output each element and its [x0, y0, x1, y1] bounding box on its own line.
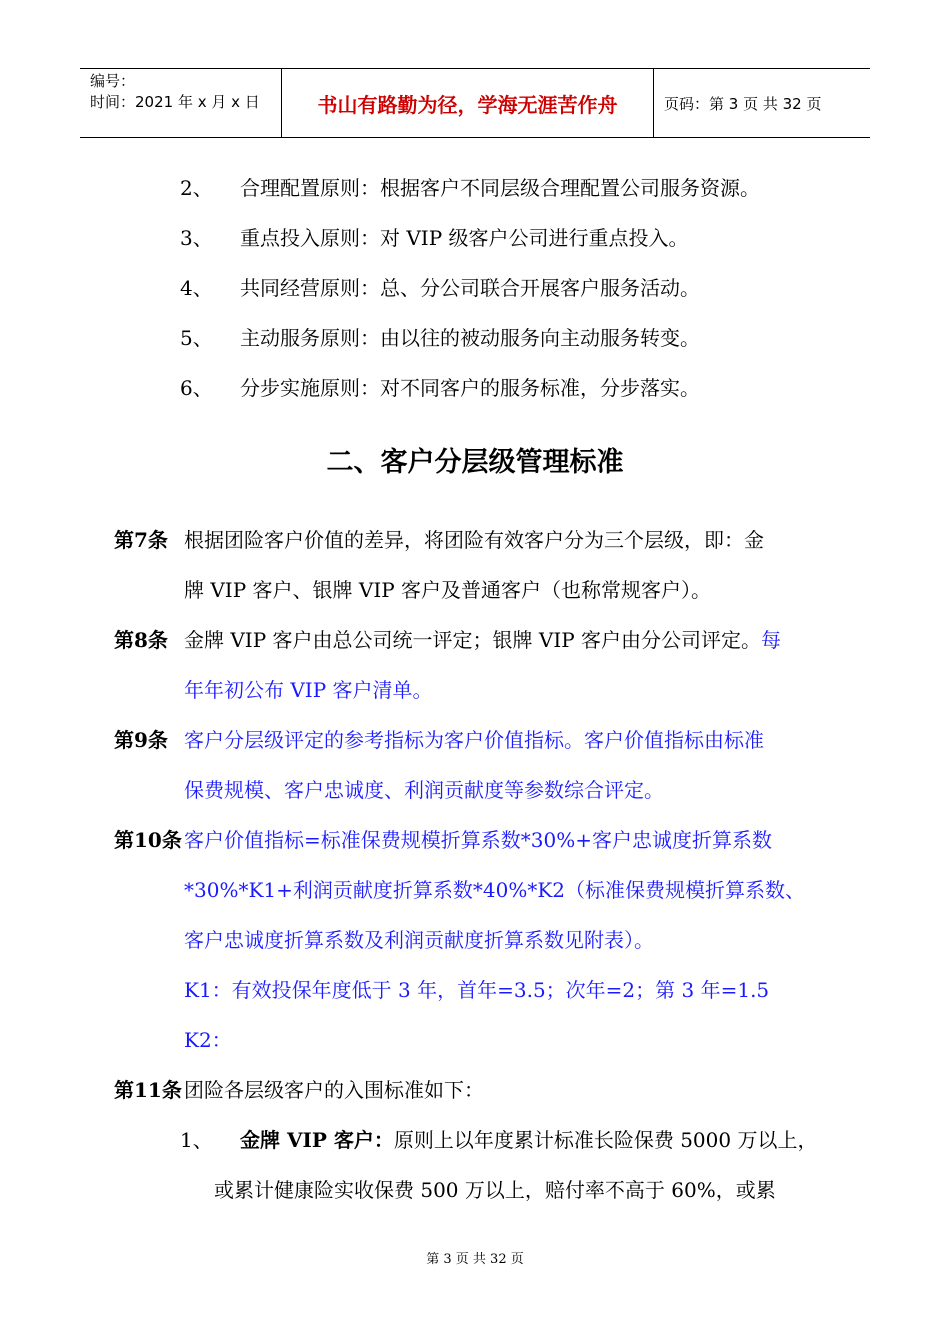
header-meta: [80, 69, 282, 137]
principle-num: 6、: [180, 376, 213, 400]
article-10-k1: K1：有效投保年度低于 3 年，首年=3.5；次年=2；第 3 年=1.5: [184, 978, 770, 1002]
principle-num: 4、: [180, 276, 213, 300]
principle-item: [180, 272, 700, 301]
principle-text: 重点投入原则：对 VIP 级客户公司进行重点投入。: [240, 226, 689, 250]
gold-vip-text1: 原则上以年度累计标准长险保费 5000 万以上，: [393, 1128, 818, 1152]
principle-item: [180, 372, 700, 401]
principle-item: [180, 322, 700, 351]
gold-vip-title: 金牌 VIP 客户：: [240, 1128, 394, 1152]
principle-text: 合理配置原则：根据客户不同层级合理配置公司服务资源。: [240, 176, 760, 200]
principle-num: 3、: [180, 226, 213, 250]
gold-vip-num: 1、: [180, 1128, 213, 1152]
article-7-label: 第7条: [114, 528, 168, 552]
principle-num: 2、: [180, 176, 213, 200]
article-10-k2: K2：: [184, 1028, 232, 1052]
principle-text: 共同经营原则：总、分公司联合开展客户服务活动。: [240, 276, 700, 300]
page-footer: 第 3 页 共 32 页: [426, 1252, 524, 1267]
article-8-line1-black: 金牌 VIP 客户由总公司统一评定；银牌 VIP 客户由分公司评定。: [184, 628, 762, 652]
principle-text: 主动服务原则：由以往的被动服务向主动服务转变。: [240, 326, 700, 350]
header-page-label: 页码：第 3 页 共 32 页: [664, 94, 822, 113]
principle-item: [180, 172, 760, 201]
article-8-line2: 年年初公布 VIP 客户清单。: [184, 678, 433, 702]
article-7-line1: 根据团险客户价值的差异，将团险有效客户分为三个层级，即：金: [184, 528, 764, 552]
section-title: 二、客户分层级管理标准: [326, 447, 624, 478]
principle-text: 分步实施原则：对不同客户的服务标准，分步落实。: [240, 376, 700, 400]
article-8-line1: [184, 624, 781, 653]
time-label: 时间：2021 年 x 月 x 日: [90, 93, 260, 111]
serial-label: 编号：: [90, 72, 136, 90]
article-9-label: 第9条: [114, 728, 168, 752]
page-header: [80, 68, 870, 138]
article-8-label: 第8条: [114, 628, 168, 652]
article-9-line2: 保费规模、客户忠诚度、利润贡献度等参数综合评定。: [184, 778, 664, 802]
article-7-line2: 牌 VIP 客户、银牌 VIP 客户及普通客户（也称常规客户）。: [184, 578, 712, 602]
gold-vip-line2: 或累计健康险实收保费 500 万以上，赔付率不高于 60%，或累: [214, 1178, 776, 1202]
principle-item: [180, 222, 689, 251]
article-10-line3: 客户忠诚度折算系数及利润贡献度折算系数见附表）。: [184, 928, 654, 952]
article-10-line1: 客户价值指标=标准保费规模折算系数*30%+客户忠诚度折算系数: [184, 828, 772, 852]
header-motto: 书山有路勤为径，学海无涯苦作舟: [282, 69, 654, 137]
article-8-line1-blue: 每: [761, 628, 782, 652]
gold-vip-line1: [180, 1124, 817, 1153]
article-9-line1: 客户分层级评定的参考指标为客户价值指标。客户价值指标由标准: [184, 728, 764, 752]
article-10-label: 第10条: [114, 828, 182, 852]
article-11-line1: 团险各层级客户的入围标准如下：: [184, 1078, 484, 1102]
article-11-label: 第11条: [114, 1078, 182, 1102]
principle-num: 5、: [180, 326, 213, 350]
article-10-line2: *30%*K1+利润贡献度折算系数*40%*K2（标准保费规模折算系数、: [184, 878, 805, 902]
